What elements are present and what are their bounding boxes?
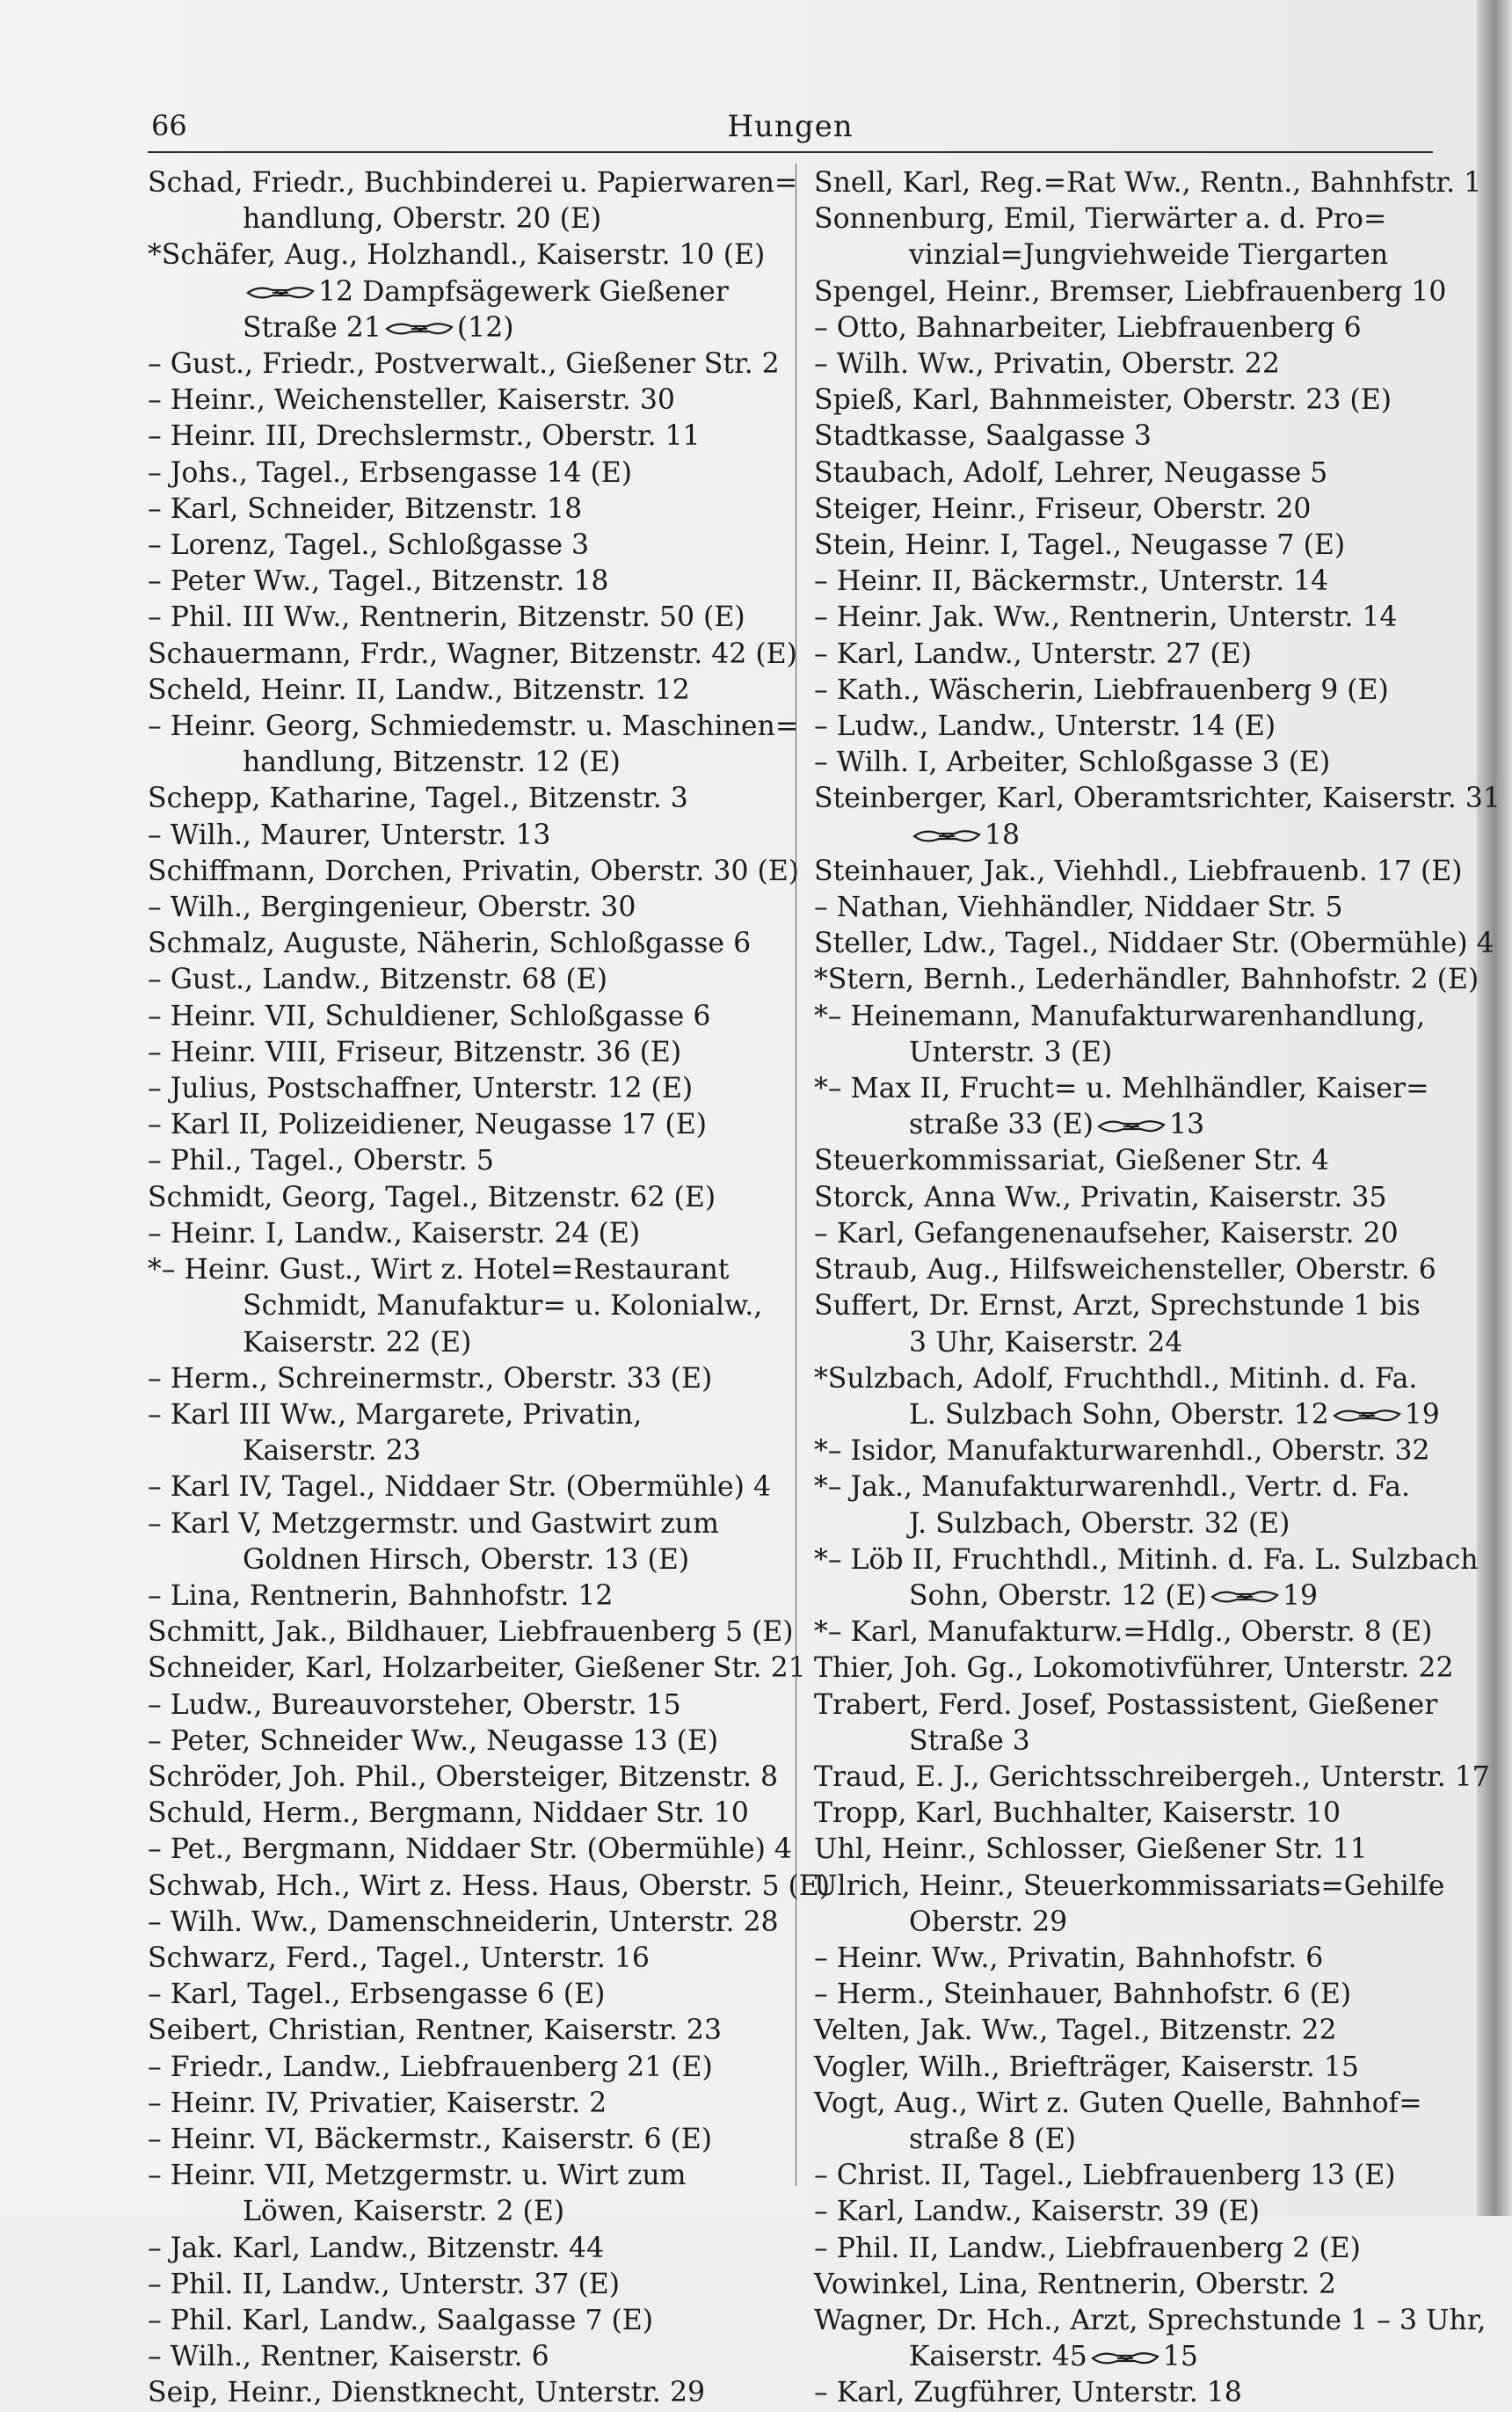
directory-entry: [814, 2050, 1465, 2086]
directory-entry: [148, 999, 798, 1035]
directory-entry: [148, 1361, 798, 1397]
directory-entry: [814, 926, 1494, 962]
directory-entry: [148, 1107, 798, 1143]
directory-entry: [148, 419, 798, 455]
directory-entry: [148, 1832, 798, 1868]
directory-entry: [814, 1832, 1465, 1868]
running-title: Hungen: [727, 109, 854, 144]
entry-text: – Heinr. VII, Schuldiener, Schloßgasse 6: [148, 1000, 711, 1032]
entry-text: – Lina, Rentnerin, Bahnhofstr. 12: [148, 1579, 614, 1612]
directory-entry: [148, 1723, 798, 1760]
entry-text: Scheld, Heinr. II, Landw., Bitzenstr. 12: [148, 674, 690, 706]
entry-text: Schmidt, Georg, Tagel., Bitzenstr. 62 (E): [148, 1181, 716, 1213]
directory-entry: [148, 528, 798, 564]
directory-entry: [814, 1614, 1465, 1651]
directory-entry: [814, 745, 1465, 781]
directory-entry: [148, 2122, 798, 2158]
adjacent-page-edge: [1477, 0, 1512, 2216]
entry-text: – Lorenz, Tagel., Schloßgasse 3: [148, 529, 590, 562]
directory-entry: [814, 999, 1465, 1035]
directory-entry: [148, 1687, 798, 1723]
entry-text: – Ludw., Landw., Unterstr. 14 (E): [814, 710, 1276, 743]
entry-text: – Peter Ww., Tagel., Bitzenstr. 18: [148, 565, 609, 598]
directory-entry-continuation: [148, 1325, 798, 1361]
directory-entry: [814, 564, 1465, 600]
entry-text: – Pet., Bergmann, Niddaer Str. (Obermühle) 4: [148, 1833, 792, 1866]
directory-entry-continuation: [814, 1506, 1465, 1542]
directory-entry: [814, 201, 1465, 237]
directory-entry-continuation: [148, 745, 798, 781]
directory-entry: [148, 2086, 798, 2122]
directory-entry: [148, 1614, 798, 1651]
entry-text: – Heinr., Weichensteller, Kaiserstr. 30: [148, 384, 675, 417]
directory-entry: [814, 1071, 1465, 1107]
directory-entry: [148, 926, 798, 962]
entry-text: – Karl, Landw., Kaiserstr. 39 (E): [814, 2196, 1261, 2228]
entry-text: Thier, Joh. Gg., Lokomotivführer, Unterstr. 22: [814, 1652, 1454, 1685]
directory-entry: [148, 2158, 798, 2194]
directory-entry: [814, 274, 1465, 310]
directory-entry: [148, 1977, 798, 2013]
entry-text: – Phil. Karl, Landw., Saalgasse 7 (E): [148, 2304, 654, 2336]
entry-text: Schauermann, Frdr., Wagner, Bitzenstr. 42 (E): [148, 638, 797, 670]
phone-number: 15: [1162, 2341, 1198, 2373]
directory-entry: [148, 2050, 798, 2086]
entry-text: *– Heinr. Gust., Wirt z. Hotel=Restaurant: [148, 1254, 730, 1286]
entry-text: Kaiserstr. 22 (E): [243, 1326, 472, 1359]
entry-text: Straße 3: [909, 1724, 1030, 1757]
entry-text: – Karl, Landw., Unterstr. 27 (E): [814, 638, 1252, 670]
page-header: [148, 106, 1433, 149]
directory-entry: [814, 854, 1465, 890]
directory-entry-continuation: [148, 274, 798, 310]
directory-entry: [814, 1687, 1465, 1723]
directory-column-right: [814, 165, 1501, 2412]
directory-entry: [814, 1542, 1479, 1578]
directory-entry: [814, 1433, 1465, 1469]
directory-entry: [814, 2086, 1465, 2122]
directory-entry-continuation: [814, 818, 1465, 854]
directory-entry: [814, 310, 1465, 346]
directory-entry: [148, 2267, 798, 2303]
directory-entry: [148, 854, 798, 890]
entry-text: Löwen, Kaiserstr. 2 (E): [243, 2196, 565, 2228]
directory-entry-continuation: [814, 1397, 1465, 1433]
entry-text: Steinhauer, Jak., Viehhdl., Liebfrauenb. 17 (E): [814, 855, 1463, 887]
entry-text: Schepp, Katharine, Tagel., Bitzenstr. 3: [148, 783, 688, 815]
entry-text: – Nathan, Viehhändler, Niddaer Str. 5: [814, 892, 1343, 924]
directory-entry: [814, 2231, 1465, 2267]
entry-text: Wagner, Dr. Hch., Arzt, Sprechstunde 1 – 3 Uhr,: [814, 2304, 1487, 2336]
directory-entry: [148, 383, 798, 419]
directory-entry-continuation: [148, 1542, 798, 1578]
directory-entry: [148, 492, 798, 528]
entry-text: – Karl, Gefangenenaufseher, Kaiserstr. 20: [814, 1217, 1399, 1250]
entry-text: Sohn, Oberstr. 12 (E): [909, 1579, 1207, 1612]
entry-text: vinzial=Jungviehweide Tiergarten: [909, 239, 1389, 272]
directory-entry-continuation: [814, 1723, 1465, 1760]
directory-entry: [148, 1941, 798, 1977]
entry-text: – Heinr. VII, Metzgermstr. u. Wirt zum: [148, 2160, 687, 2192]
entry-text: – Herm., Steinhauer, Bahnhofstr. 6 (E): [814, 1978, 1352, 2011]
entry-text: Seibert, Christian, Rentner, Kaiserstr. 23: [148, 2015, 722, 2047]
directory-entry: [148, 600, 798, 636]
entry-text: – Christ. II, Tagel., Liebfrauenberg 13 (E): [814, 2160, 1396, 2192]
directory-entry: [814, 709, 1465, 745]
entry-text: Steiger, Heinr., Friseur, Oberstr. 20: [814, 492, 1312, 525]
phone-number: 18: [985, 819, 1021, 851]
directory-entry: [814, 637, 1465, 673]
telephone-icon: [1210, 1587, 1279, 1607]
directory-entry: [148, 1905, 798, 1941]
entry-text: – Wilh., Maurer, Unterstr. 13: [148, 819, 551, 851]
directory-entry-continuation: [814, 237, 1465, 273]
directory-entry-continuation: [148, 2194, 798, 2230]
header-rule: [148, 151, 1433, 153]
entry-text: Schröder, Joh. Phil., Obersteiger, Bitzenstr. 8: [148, 1760, 779, 1793]
entry-text: Schmalz, Auguste, Näherin, Schloßgasse 6: [148, 928, 752, 960]
entry-text: – Wilh., Bergingenieur, Oberstr. 30: [148, 892, 636, 924]
directory-entry-continuation: [814, 1035, 1465, 1071]
entry-text: – Otto, Bahnarbeiter, Liebfrauenberg 6: [814, 311, 1362, 344]
directory-entry: [814, 528, 1465, 564]
entry-text: – Gust., Landw., Bitzenstr. 68 (E): [148, 964, 608, 996]
entry-text: – Karl IV, Tagel., Niddaer Str. (Obermühle) 4: [148, 1471, 771, 1504]
directory-entry: [148, 455, 798, 492]
entry-text: – Heinr. Georg, Schmiedemstr. u. Maschinen=: [148, 710, 799, 743]
telephone-icon: [385, 319, 454, 339]
directory-entry: [148, 237, 798, 273]
entry-text: Straub, Aug., Hilfsweichensteller, Oberstr. 6: [814, 1254, 1436, 1286]
directory-entry: [148, 2013, 798, 2049]
entry-text: – Johs., Tagel., Erbsengasse 14 (E): [148, 456, 633, 489]
directory-entry: [148, 1035, 798, 1071]
directory-entry: [148, 1216, 798, 1252]
directory-entry: [814, 600, 1465, 636]
directory-entry: [148, 1180, 798, 1216]
entry-text: Uhl, Heinr., Schlosser, Gießener Str. 11: [814, 1833, 1368, 1866]
directory-entry: [814, 673, 1465, 709]
entry-text: Kaiserstr. 23: [243, 1435, 421, 1468]
directory-entry-continuation: [814, 2122, 1465, 2158]
entry-text: Vowinkel, Lina, Rentnerin, Oberstr. 2: [814, 2268, 1336, 2300]
entry-text: Kaiserstr. 45: [909, 2341, 1087, 2373]
entry-text: Schuld, Herm., Bergmann, Niddaer Str. 10: [148, 1797, 749, 1830]
entry-text: *– Löb II, Fruchthdl., Mitinh. d. Fa. L. Sulzbach: [814, 1543, 1479, 1576]
entry-text: – Heinr. IV, Privatier, Kaiserstr. 2: [148, 2087, 607, 2119]
entry-text: Schiffmann, Dorchen, Privatin, Oberstr. 30 (E): [148, 855, 800, 887]
entry-text: – Peter, Schneider Ww., Neugasse 13 (E): [148, 1724, 719, 1757]
directory-entry: [814, 2158, 1465, 2194]
entry-text: – Heinr. I, Landw., Kaiserstr. 24 (E): [148, 1217, 641, 1250]
telephone-icon: [1333, 1406, 1401, 1425]
entry-text: handlung, Oberstr. 20 (E): [243, 203, 602, 236]
entry-text: Straße 21: [243, 311, 382, 344]
directory-entry: [148, 673, 798, 709]
entry-text: *– Isidor, Manufakturwarenhdl., Oberstr. 32: [814, 1435, 1430, 1468]
entry-text: Velten, Jak. Ww., Tagel., Bitzenstr. 22: [814, 2015, 1337, 2047]
entry-text: – Ludw., Bureauvorsteher, Oberstr. 15: [148, 1688, 681, 1721]
phone-number: 19: [1404, 1398, 1440, 1431]
entry-text: – Karl, Schneider, Bitzenstr. 18: [148, 492, 583, 525]
entry-text: – Karl III Ww., Margarete, Privatin,: [148, 1398, 643, 1431]
entry-text: Goldnen Hirsch, Oberstr. 13 (E): [243, 1543, 690, 1576]
entry-text: Schwab, Hch., Wirt z. Hess. Haus, Oberstr. 5 (E): [148, 1869, 831, 1902]
entry-text: Seip, Heinr., Dienstknecht, Unterstr. 29: [148, 2377, 706, 2409]
directory-entry: [814, 890, 1465, 926]
directory-entry: [814, 2013, 1465, 2049]
entry-text: Schad, Friedr., Buchbinderei u. Papierwaren=: [148, 167, 798, 199]
directory-entry: [148, 962, 798, 998]
entry-text: – Julius, Postschaffner, Unterstr. 12 (E): [148, 1073, 694, 1105]
entry-text: Spieß, Karl, Bahnmeister, Oberstr. 23 (E): [814, 384, 1392, 417]
entry-text: Trabert, Ferd. Josef, Postassistent, Gießener: [814, 1688, 1438, 1721]
entry-text: J. Sulzbach, Oberstr. 32 (E): [909, 1507, 1290, 1540]
entry-text: – Gust., Friedr., Postverwalt., Gießener Str. 2: [148, 348, 780, 381]
entry-text: – Kath., Wäscherin, Liebfrauenberg 9 (E): [814, 674, 1389, 706]
phone-number: (12): [456, 311, 514, 344]
directory-entry-continuation: [814, 1905, 1465, 1941]
directory-entry: [148, 1760, 798, 1796]
entry-text: straße 33 (E): [909, 1109, 1094, 1141]
entry-text: 3 Uhr, Kaiserstr. 24: [909, 1326, 1183, 1359]
telephone-icon: [1091, 2349, 1159, 2368]
directory-entry: [148, 709, 798, 745]
directory-entry: [814, 1760, 1490, 1796]
directory-entry: [148, 2375, 798, 2411]
page-number: 66: [151, 109, 187, 142]
directory-entry: [814, 492, 1465, 528]
entry-text: – Wilh. I, Arbeiter, Schloßgasse 3 (E): [814, 747, 1331, 779]
entry-text: Steller, Ldw., Tagel., Niddaer Str. (Obermühle) 4: [814, 928, 1494, 960]
directory-entry: [814, 1941, 1465, 1977]
directory-entry: [148, 165, 798, 201]
directory-entry-continuation: [814, 1107, 1465, 1143]
directory-entry: [148, 1796, 798, 1832]
directory-entry-continuation: [148, 201, 798, 237]
entry-text: – Heinr. Ww., Privatin, Bahnhofstr. 6: [814, 1942, 1324, 1974]
entry-text: Steuerkommissariat, Gießener Str. 4: [814, 1145, 1329, 1177]
entry-text: – Phil. II, Landw., Liebfrauenberg 2 (E): [814, 2232, 1361, 2264]
entry-text: *Sulzbach, Adolf, Fruchthdl., Mitinh. d. Fa.: [814, 1362, 1418, 1395]
entry-text: Ulrich, Heinr., Steuerkommissariats=Gehilfe: [814, 1869, 1445, 1902]
directory-entry-continuation: [814, 2339, 1465, 2375]
directory-entry: [148, 2339, 798, 2375]
entry-text: handlung, Bitzenstr. 12 (E): [243, 747, 621, 779]
directory-entry: [814, 383, 1465, 419]
entry-text: Schmidt, Manufaktur= u. Kolonialw.,: [243, 1290, 763, 1323]
entry-text: – Karl II, Polizeidiener, Neugasse 17 (E): [148, 1109, 707, 1141]
directory-entry-continuation: [148, 310, 798, 346]
directory-entry: [814, 1977, 1465, 2013]
directory-entry: [148, 2231, 798, 2267]
directory-entry: [148, 1397, 798, 1433]
entry-text: – Heinr. Jak. Ww., Rentnerin, Unterstr. 14: [814, 601, 1398, 634]
entry-text: Traud, E. J., Gerichtsschreibergeh., Unterstr. 17: [814, 1760, 1490, 1793]
entry-text: *– Karl, Manufakturw.=Hdlg., Oberstr. 8 (E): [814, 1616, 1433, 1649]
directory-entry: [814, 1288, 1465, 1324]
directory-entry: [148, 1869, 831, 1905]
directory-entry: [148, 346, 798, 383]
entry-text: *– Heinemann, Manufakturwarenhandlung,: [814, 1000, 1426, 1032]
directory-entry: [814, 1651, 1465, 1687]
directory-entry: [814, 1869, 1465, 1905]
directory-entry: [148, 890, 798, 926]
entry-text: Steinberger, Karl, Oberamtsrichter, Kaiserstr. 31: [814, 783, 1501, 815]
phone-number: 12 Dampfsägewerk Gießener: [318, 275, 729, 308]
entry-text: – Herm., Schreinermstr., Oberstr. 33 (E): [148, 1362, 713, 1395]
directory-entry: [814, 1796, 1465, 1832]
directory-entry: [148, 1071, 798, 1107]
directory-entry: [814, 2375, 1465, 2411]
directory-entry: [814, 2303, 1487, 2339]
directory-entry: [148, 2303, 798, 2339]
entry-text: Snell, Karl, Reg.=Rat Ww., Rentn., Bahnhfstr. 1: [814, 167, 1482, 199]
phone-number: 13: [1169, 1109, 1205, 1141]
entry-text: – Karl, Tagel., Erbsengasse 6 (E): [148, 1978, 606, 2011]
directory-entry-continuation: [148, 1288, 798, 1324]
entry-text: – Heinr. VIII, Friseur, Bitzenstr. 36 (E): [148, 1036, 682, 1068]
phone-number: 19: [1282, 1579, 1319, 1612]
directory-entry: [814, 455, 1465, 492]
directory-entry: [814, 419, 1465, 455]
entry-text: Schmitt, Jak., Bildhauer, Liebfrauenberg 5 (E): [148, 1616, 794, 1649]
directory-entry: [814, 2194, 1465, 2230]
entry-text: – Phil. II, Landw., Unterstr. 37 (E): [148, 2268, 621, 2300]
entry-text: – Heinr. III, Drechslermstr., Oberstr. 11: [148, 420, 701, 453]
entry-text: Oberstr. 29: [909, 1906, 1068, 1938]
directory-entry: [148, 564, 798, 600]
entry-text: Tropp, Karl, Buchhalter, Kaiserstr. 10: [814, 1797, 1341, 1830]
entry-text: Schneider, Karl, Holzarbeiter, Gießener Str. 21: [148, 1652, 806, 1685]
directory-entry: [814, 1143, 1465, 1179]
entry-text: *– Max II, Frucht= u. Mehlhändler, Kaiser=: [814, 1073, 1429, 1105]
directory-entry: [814, 1469, 1465, 1505]
entry-text: *– Jak., Manufakturwarenhdl., Vertr. d. Fa.: [814, 1471, 1411, 1504]
directory-entry: [148, 1578, 798, 1614]
entry-text: – Wilh. Ww., Damenschneiderin, Unterstr. 28: [148, 1906, 779, 1938]
telephone-icon: [1097, 1117, 1166, 1136]
directory-entry: [148, 637, 798, 673]
entry-text: – Karl V, Metzgermstr. und Gastwirt zum: [148, 1507, 719, 1540]
directory-entry-continuation: [148, 1433, 798, 1469]
directory-entry: [814, 1216, 1465, 1252]
directory-entry: [148, 1651, 806, 1687]
entry-text: – Heinr. VI, Bäckermstr., Kaiserstr. 6 (E): [148, 2123, 713, 2155]
directory-entry: [814, 1361, 1465, 1397]
entry-text: Staubach, Adolf, Lehrer, Neugasse 5: [814, 456, 1328, 489]
directory-entry: [148, 1506, 798, 1542]
entry-text: Unterstr. 3 (E): [909, 1036, 1113, 1068]
entry-text: – Wilh. Ww., Privatin, Oberstr. 22: [814, 348, 1280, 381]
entry-text: Vogt, Aug., Wirt z. Guten Quelle, Bahnhof=: [814, 2087, 1422, 2119]
entry-text: Sonnenburg, Emil, Tierwärter a. d. Pro=: [814, 203, 1387, 236]
entry-text: Suffert, Dr. Ernst, Arzt, Sprechstunde 1 bis: [814, 1290, 1421, 1323]
directory-entry: [148, 1252, 798, 1288]
entry-text: Stein, Heinr. I, Tagel., Neugasse 7 (E): [814, 529, 1346, 562]
directory-entry-continuation: [814, 1325, 1465, 1361]
directory-entry: [148, 781, 798, 817]
entry-text: *Stern, Bernh., Lederhändler, Bahnhofstr. 2 (E): [814, 964, 1479, 996]
entry-text: Spengel, Heinr., Bremser, Liebfrauenberg 10: [814, 275, 1447, 308]
directory-entry-continuation: [814, 1578, 1465, 1614]
entry-text: L. Sulzbach Sohn, Oberstr. 12: [909, 1398, 1329, 1431]
directory-entry: [814, 781, 1501, 817]
entry-text: Storck, Anna Ww., Privatin, Kaiserstr. 35: [814, 1181, 1387, 1213]
directory-column-left: [148, 165, 831, 2412]
directory-entry: [814, 1252, 1465, 1288]
entry-text: – Heinr. II, Bäckermstr., Unterstr. 14: [814, 565, 1329, 598]
telephone-icon: [912, 827, 981, 846]
entry-text: – Karl, Zugführer, Unterstr. 18: [814, 2377, 1242, 2409]
directory-entry: [148, 818, 798, 854]
directory-entry: [814, 1180, 1465, 1216]
entry-text: Stadtkasse, Saalgasse 3: [814, 420, 1152, 453]
telephone-icon: [246, 283, 315, 302]
entry-text: – Phil. III Ww., Rentnerin, Bitzenstr. 50 (E): [148, 601, 745, 634]
directory-entry: [814, 962, 1479, 998]
directory-entry: [814, 346, 1465, 383]
entry-text: Schwarz, Ferd., Tagel., Unterstr. 16: [148, 1942, 650, 1974]
entry-text: – Jak. Karl, Landw., Bitzenstr. 44: [148, 2232, 605, 2264]
entry-text: straße 8 (E): [909, 2123, 1076, 2155]
entry-text: Vogler, Wilh., Briefträger, Kaiserstr. 15: [814, 2051, 1359, 2083]
directory-entry: [148, 1143, 798, 1179]
entry-text: – Phil., Tagel., Oberstr. 5: [148, 1145, 494, 1177]
directory-entry: [148, 1469, 798, 1505]
directory-entry: [814, 2267, 1465, 2303]
directory-entry: [814, 165, 1482, 201]
entry-text: – Friedr., Landw., Liebfrauenberg 21 (E): [148, 2051, 713, 2083]
entry-text: – Wilh., Rentner, Kaiserstr. 6: [148, 2341, 549, 2373]
entry-text: *Schäfer, Aug., Holzhandl., Kaiserstr. 10 (E): [148, 239, 766, 272]
